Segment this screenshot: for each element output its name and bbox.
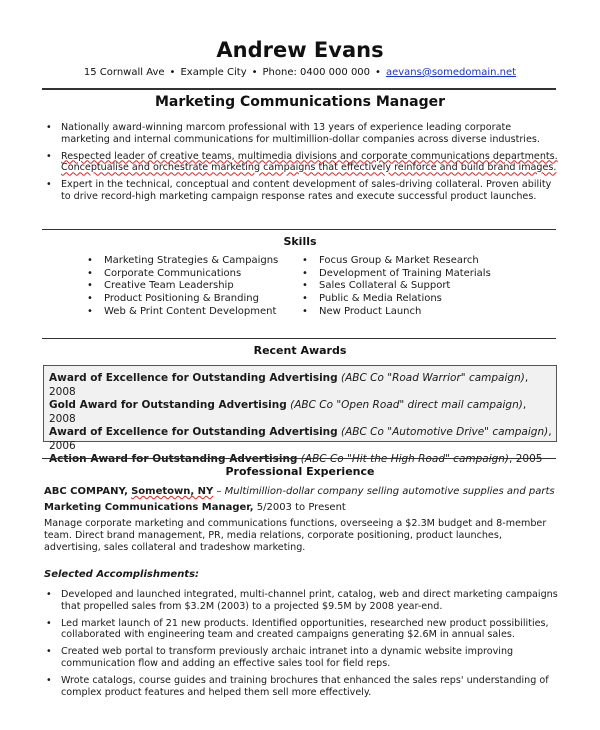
accomplishment-item: • Led market launch of 21 new products. Identified opportunities, researched new product possibilities, collaborated with engineering team and created campaigns generating $2.6M in annual sales.	[45, 618, 560, 642]
phone: Phone: 0400 000 000	[262, 67, 371, 78]
award-item	[49, 372, 556, 399]
award-detail: (ABC Co "Hit the High Road" campaign)	[300, 453, 510, 465]
accomplishment-item: • Developed and launched integrated, multi-channel print, catalog, web and direct marketing campaigns that propelled sales from $3.2M (2003) to a projected $9.5M by 2008 year-end.	[45, 589, 560, 613]
skill-item: • Corporate Communications	[87, 268, 278, 281]
skill-item: • Focus Group & Market Research	[302, 255, 491, 268]
skill-item: • Product Positioning & Branding	[87, 293, 278, 306]
company-location: Sometown, NY	[131, 486, 214, 497]
company-line	[44, 486, 555, 497]
award-name: Award of Excellence for Outstanding Advertising	[49, 372, 338, 384]
award-year: , 2008	[49, 399, 527, 425]
awards-list	[49, 372, 556, 467]
summary-list	[45, 122, 560, 208]
accomplishment-item: • Created web portal to transform previously archaic intranet into a dynamic website improving communication flow and adding an effective sales tool for field reps.	[45, 646, 560, 670]
award-detail: (ABC Co "Automotive Drive" campaign)	[341, 426, 549, 438]
candidate-name: Andrew Evans	[216, 38, 384, 62]
summary-item-text: Respected leader of creative teams, multimedia divisions and corporate communications departments. Conceptualise and orchestrate marketing campaigns that effectively reinforce and build brand images.	[61, 150, 558, 174]
skills-list-right	[302, 255, 491, 319]
skill-item: • Public & Media Relations	[302, 293, 491, 306]
award-detail: (ABC Co "Open Road" direct mail campaign)	[290, 399, 523, 411]
summary-item	[45, 151, 560, 175]
award-detail: (ABC Co "Road Warrior" campaign)	[341, 372, 525, 384]
company-name: ABC COMPANY,	[44, 486, 128, 497]
award-year: , 2005	[509, 453, 543, 465]
role-line	[44, 502, 346, 513]
skill-item: • Development of Training Materials	[302, 268, 491, 281]
award-item	[49, 399, 556, 426]
city: Example City	[180, 67, 247, 78]
contact-line	[0, 67, 600, 78]
skills-heading: Skills	[283, 235, 317, 248]
skill-item: • New Product Launch	[302, 306, 491, 319]
award-name: Award of Excellence for Outstanding Advertising	[49, 426, 338, 438]
awards-box	[43, 365, 557, 465]
experience-heading: Professional Experience	[225, 465, 375, 478]
role-dates: 5/2003 to Present	[253, 502, 346, 513]
skill-item: • Sales Collateral & Support	[302, 280, 491, 293]
accomplishment-item: • Wrote catalogs, course guides and training brochures that enhanced the sales reps' understanding of complex product features and helped them sell more effectively.	[45, 675, 560, 699]
separator-dot: •	[169, 67, 176, 78]
company-description: Multimillion-dollar company selling automotive supplies and parts	[224, 486, 555, 497]
email-link[interactable]: aevans@somedomain.net	[385, 67, 517, 78]
role-description: Manage corporate marketing and communications functions, overseeing a $2.3M budget and 8-member team. Direct brand management, PR, media relations, corporate positioning, product launches, advertising, sales collateral and tradeshow marketing.	[44, 518, 547, 553]
award-name: Action Award for Outstanding Advertising	[49, 453, 298, 465]
award-year: , 2006	[49, 426, 552, 452]
job-title: Marketing Communications Manager	[154, 94, 446, 110]
awards-heading: Recent Awards	[253, 344, 347, 357]
summary-item: • Expert in the technical, conceptual and content development of sales-driving collateral. Proven ability to drive record-high marketing campaign response rates and execute successful product launches.	[45, 179, 560, 203]
skills-list-left	[87, 255, 278, 319]
role-title: Marketing Communications Manager,	[44, 502, 254, 513]
separator-dot: •	[251, 67, 258, 78]
divider	[42, 88, 556, 90]
award-item	[49, 426, 556, 453]
skill-item: • Creative Team Leadership	[87, 280, 278, 293]
skill-item: • Web & Print Content Development	[87, 306, 278, 319]
separator-dot: •	[375, 67, 381, 78]
address: 15 Cornwall Ave	[83, 67, 165, 78]
award-name: Gold Award for Outstanding Advertising	[49, 399, 287, 411]
company-separator: –	[213, 486, 225, 497]
award-year: , 2008	[49, 372, 529, 398]
divider	[42, 338, 556, 339]
accomplishments-heading: Selected Accomplishments:	[44, 569, 200, 580]
skill-item: • Marketing Strategies & Campaigns	[87, 255, 278, 268]
accomplishments-list	[45, 589, 560, 703]
summary-item: • Nationally award-winning marcom professional with 13 years of experience leading corporate marketing and internal communications for multimillion-dollar companies across diverse industries.	[45, 122, 560, 146]
divider	[42, 458, 556, 459]
divider	[42, 229, 556, 230]
